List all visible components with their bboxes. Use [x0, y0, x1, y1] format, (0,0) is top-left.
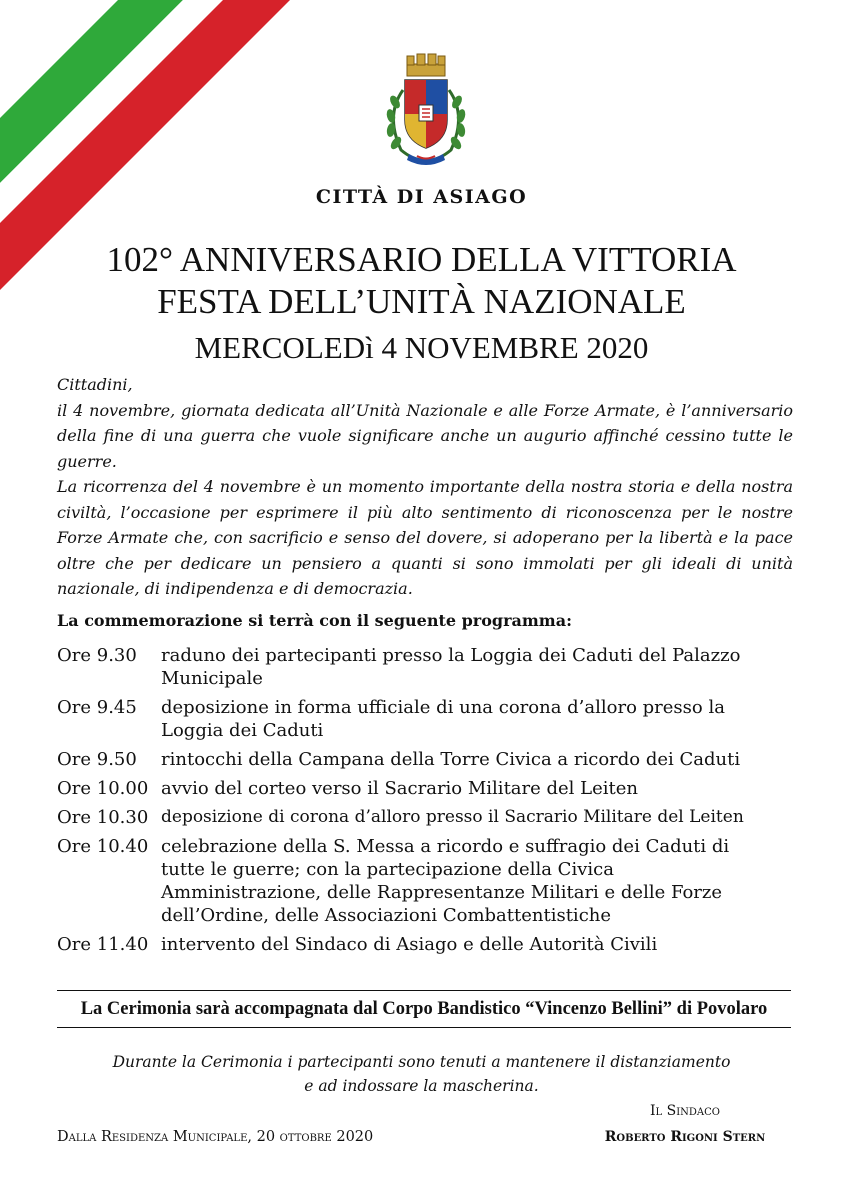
- safety-notice: [0, 1050, 843, 1098]
- schedule-desc: raduno dei partecipanti presso la Loggia dei Caduti del Palazzo Municipale: [161, 645, 741, 689]
- schedule-row: [57, 748, 807, 771]
- letter-paragraph: il 4 novembre, giornata dedicata all’Unità Nazionale e alle Forze Armate, è l’anniversario della fine di una guerra che vuole significare anche un augurio affinché cessino tutte le guerre.: [57, 400, 793, 471]
- schedule-row: [57, 696, 807, 742]
- letter-paragraph: La ricorrenza del 4 novembre è un momento importante della nostra storia e della nostra civiltà, l’occasione per esprimere il più alto sentimento di riconoscenza per le nostre Forze Armate che, con sacrificio e senso del dovere, si adoperano per la libertà e la pace oltre che per dedicare un pensiero a quanti si sono immolati per gli ideali di unità nazionale, di indipendenza e di democrazia.: [57, 477, 793, 598]
- title-date: MERCOLEDì 4 NOVEMBRE 2020: [194, 330, 649, 365]
- schedule-row: [57, 806, 807, 829]
- schedule-time: Ore 9.45: [57, 697, 137, 718]
- coat-of-arms-icon: [383, 50, 469, 168]
- schedule-time: Ore 11.40: [57, 934, 149, 955]
- program-schedule: [57, 644, 807, 962]
- schedule-row: [57, 835, 807, 927]
- issue-date: Dalla Residenza Municipale, 20 ottobre 2020: [57, 1129, 374, 1145]
- schedule-time: Ore 10.40: [57, 836, 149, 857]
- letter-text: [57, 372, 793, 602]
- band-announcement: La Cerimonia sarà accompagnata dal Corpo Bandistico “Vincenzo Bellini” di Povolaro: [57, 990, 791, 1028]
- schedule-row: [57, 777, 807, 800]
- program-intro: La commemorazione si terrà con il seguente programma:: [57, 611, 572, 630]
- schedule-desc: rintocchi della Campana della Torre Civica a ricordo dei Caduti: [161, 749, 741, 770]
- schedule-time: Ore 10.30: [57, 807, 149, 828]
- signature-role: Il Sindaco: [649, 1103, 720, 1119]
- title-anniversary: 102° ANNIVERSARIO DELLA VITTORIA: [106, 240, 737, 279]
- schedule-desc: intervento del Sindaco di Asiago e delle Autorità Civili: [161, 934, 658, 955]
- schedule-desc: celebrazione della S. Messa a ricordo e suffragio dei Caduti di tutte le guerre; con la partecipazione della Civica Amministrazione, delle Rappresentanze Militari e delle Forze dell’Ordine, delle Associazioni Combattentistiche: [161, 836, 730, 926]
- schedule-desc: deposizione di corona d’alloro presso il Sacrario Militare del Leiten: [161, 807, 744, 827]
- signature-name: Roberto Rigoni Stern: [604, 1129, 766, 1145]
- city-name: CITTÀ DI ASIAGO: [315, 186, 528, 208]
- schedule-desc: deposizione in forma ufficiale di una corona d’alloro presso la Loggia dei Caduti: [161, 697, 725, 741]
- schedule-row: [57, 933, 807, 956]
- safety-notice-line: Durante la Cerimonia i partecipanti sono tenuti a mantenere il distanziamento: [112, 1053, 731, 1071]
- schedule-time: Ore 9.30: [57, 645, 137, 666]
- safety-notice-line: e ad indossare la mascherina.: [304, 1077, 539, 1095]
- schedule-time: Ore 10.00: [57, 778, 149, 799]
- schedule-time: Ore 9.50: [57, 749, 137, 770]
- schedule-desc: avvio del corteo verso il Sacrario Militare del Leiten: [161, 778, 638, 799]
- title-festival: FESTA DELL’UNITÀ NAZIONALE: [157, 282, 686, 321]
- letter-greeting: Cittadini,: [57, 375, 133, 394]
- schedule-row: [57, 644, 807, 690]
